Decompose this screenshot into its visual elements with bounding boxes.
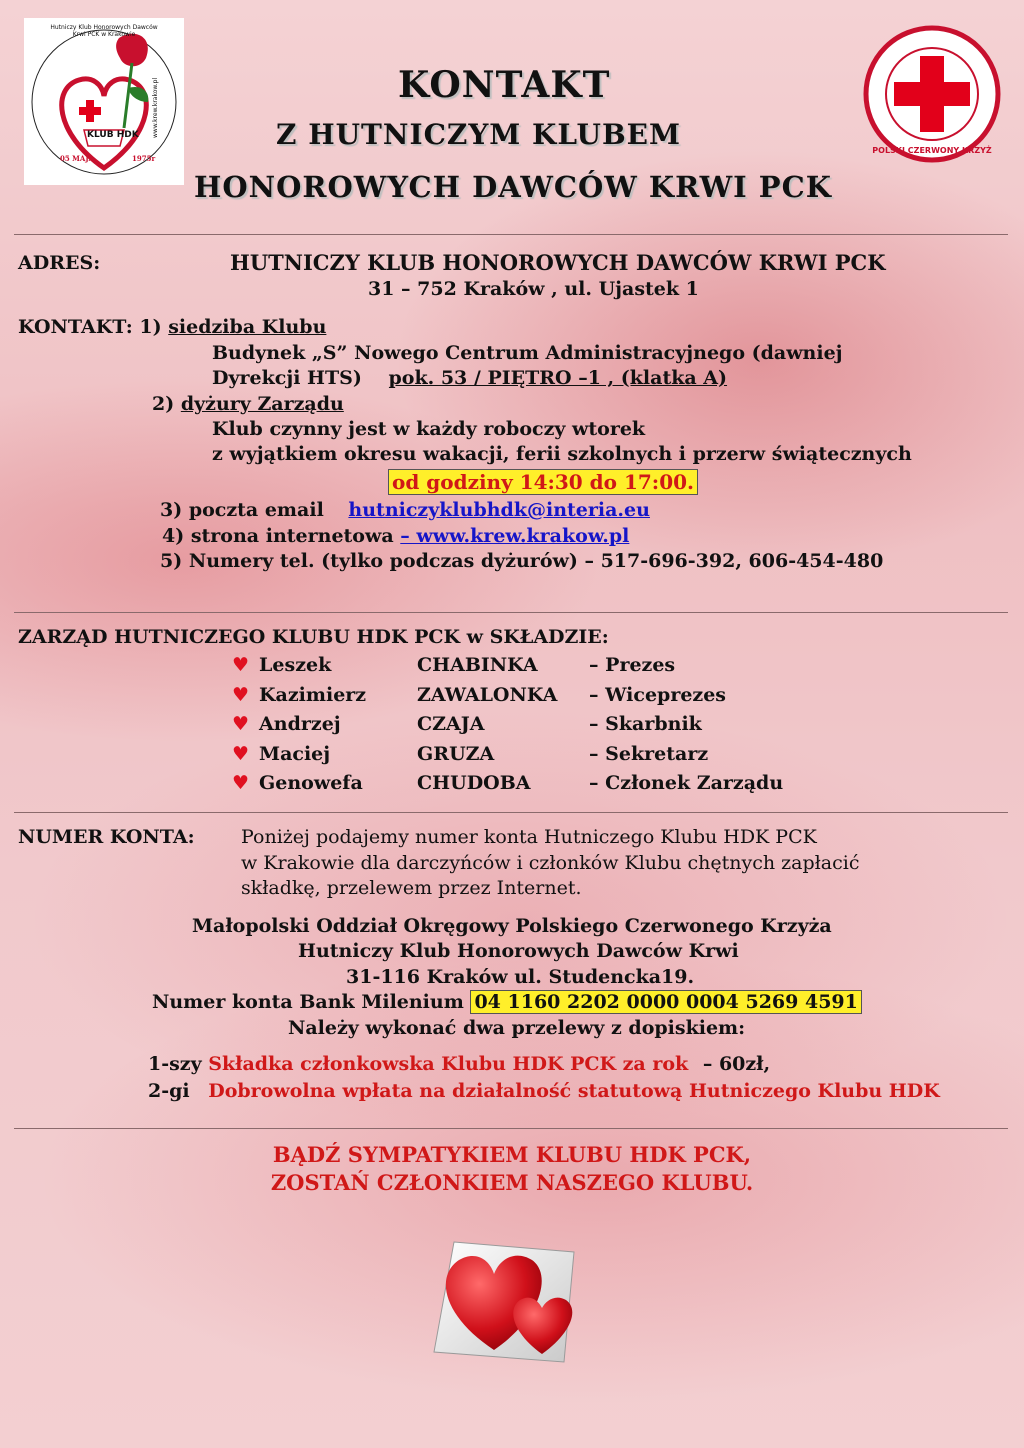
- member-first-name: Leszek: [259, 654, 332, 676]
- heart-bullet-icon: ♥: [232, 683, 250, 706]
- address-street: 31 – 752 Kraków , ul. Ujastek 1: [368, 278, 699, 300]
- contact-item2: [152, 393, 344, 415]
- transfer-1: [148, 1053, 770, 1075]
- board-member: [232, 713, 702, 735]
- email-link[interactable]: hutniczyklubhdk@interia.eu: [348, 499, 650, 521]
- bank-label: Numer konta Bank Milenium: [152, 991, 464, 1013]
- contact-label: [18, 316, 326, 338]
- transfer-instruction: Należy wykonać dwa przelewy z dopiskiem:: [288, 1017, 746, 1039]
- member-role: – Sekretarz: [589, 742, 709, 765]
- page-title: KONTAKT: [398, 64, 611, 106]
- contact-item2-num: 2): [152, 393, 175, 415]
- transfer-2-num: 2-gi: [148, 1080, 190, 1102]
- member-role: – Skarbnik: [589, 713, 702, 735]
- hearts-image: [424, 1222, 584, 1372]
- divider: [14, 812, 1008, 813]
- contact-item1-line2: [212, 367, 727, 389]
- address-label: ADRES:: [18, 252, 101, 274]
- bank-account-number: 04 1160 2202 0000 0004 5269 4591: [470, 990, 861, 1014]
- heart-bullet-icon: ♥: [232, 654, 250, 676]
- divider: [14, 612, 1008, 613]
- heart-bullet-icon: ♥: [232, 713, 250, 735]
- club-logo-url: www.krew.krakow.pl: [152, 77, 159, 138]
- footer-slogan-2: ZOSTAŃ CZŁONKIEM NASZEGO KLUBU.: [270, 1170, 754, 1195]
- board-member: [232, 772, 783, 794]
- contact-item2-line1: Klub czynny jest w każdy roboczy wtorek: [212, 418, 646, 440]
- heart-bullet-icon: ♥: [232, 742, 250, 765]
- contact-item2-line2: z wyjątkiem okresu wakacji, ferii szkolnych i przerw świątecznych: [212, 443, 912, 465]
- contact-website-row: [162, 525, 629, 547]
- heart-bullet-icon: ♥: [232, 772, 250, 794]
- board-member: [232, 684, 726, 706]
- contact-item2-title: dyżury Zarządu: [180, 393, 344, 415]
- transfer-1-num: 1-szy: [148, 1053, 202, 1075]
- board-heading: ZARZĄD HUTNICZEGO KLUBU HDK PCK w SKŁADZIE:: [18, 626, 609, 648]
- member-role: – Prezes: [589, 654, 676, 676]
- transfer-2-text: Dobrowolna wpłata na działalność statutową Hutniczego Klubu HDK: [208, 1080, 940, 1102]
- contact-item1-num: 1): [139, 316, 162, 338]
- account-desc-1: Poniżej podajemy numer konta Hutniczego Klubu HDK PCK: [241, 826, 817, 848]
- account-desc-2: w Krakowie dla darczyńców i członków Klubu chętnych zapłacić: [241, 852, 860, 874]
- club-logo-date-left: 05 MAJA: [60, 154, 95, 163]
- member-role: – Członek Zarządu: [589, 772, 784, 794]
- member-last-name: GRUZA: [417, 742, 495, 765]
- club-logo-date-right: 1975r: [132, 154, 156, 163]
- contact-item1-room: pok. 53 / PIĘTRO –1 , (klatka A): [388, 367, 728, 389]
- address-name: HUTNICZY KLUB HONOROWYCH DAWCÓW KRWI PCK: [230, 250, 886, 275]
- website-link[interactable]: – www.krew.krakow.pl: [400, 525, 630, 547]
- divider: [14, 234, 1008, 235]
- opening-hours-highlight: od godziny 14:30 do 17:00.: [388, 469, 698, 495]
- member-last-name: CZAJA: [417, 713, 485, 735]
- contact-phones: 5) Numery tel. (tylko podczas dyżurów) – 517-696-392, 606-454-480: [160, 550, 884, 572]
- club-logo-banner: KLUB HDK: [87, 130, 139, 140]
- account-label: NUMER KONTA:: [18, 826, 195, 848]
- board-member: [232, 654, 675, 676]
- member-role: – Wiceprezes: [589, 683, 726, 706]
- contact-item1-title: siedziba Klubu: [168, 316, 327, 338]
- member-last-name: CHABINKA: [417, 654, 538, 676]
- contact-item1-line1: Budynek „S” Nowego Centrum Administracyjnego (dawniej: [212, 342, 843, 364]
- contact-email-row: [160, 499, 650, 521]
- contact-email-label: 3) poczta email: [160, 499, 324, 521]
- footer-slogan-1: BĄDŹ SYMPATYKIEM KLUBU HDK PCK,: [272, 1142, 752, 1167]
- contact-website-label: 4) strona internetowa: [162, 525, 394, 547]
- bank-account-row: [152, 991, 862, 1013]
- transfer-1-text: Składka członkowska Klubu HDK PCK za rok: [208, 1053, 689, 1075]
- board-member: [232, 743, 708, 765]
- member-first-name: Kazimierz: [259, 683, 367, 706]
- member-first-name: Andrzej: [259, 713, 341, 735]
- red-cross-logo: [862, 24, 1002, 164]
- transfer-1-amount: – 60zł,: [702, 1053, 771, 1075]
- divider: [14, 1128, 1008, 1129]
- page-subtitle-2: HONOROWYCH DAWCÓW KRWI PCK: [194, 170, 832, 204]
- club-logo: [24, 18, 184, 185]
- transfer-2: [148, 1080, 940, 1102]
- contact-label-text: KONTAKT:: [18, 316, 133, 338]
- member-last-name: CHUDOBA: [417, 772, 531, 794]
- member-first-name: Genowefa: [259, 772, 363, 794]
- club-logo-ring-text: Hutniczy Klub Honorowych Dawców Krwi PCK w Krakowie: [50, 24, 158, 38]
- contact-item1-line2a: Dyrekcji HTS): [212, 367, 362, 389]
- member-last-name: ZAWALONKA: [417, 683, 558, 706]
- account-org-2: Hutniczy Klub Honorowych Dawców Krwi: [298, 940, 739, 962]
- account-org-1: Małopolski Oddział Okręgowy Polskiego Czerwonego Krzyża: [192, 915, 832, 937]
- account-desc-3: składkę, przelewem przez Internet.: [241, 877, 582, 899]
- member-first-name: Maciej: [259, 742, 331, 765]
- account-org-3: 31-116 Kraków ul. Studencka19.: [346, 966, 695, 988]
- red-cross-ring-text: POLSKI CZERWONY KRZYŻ: [872, 146, 992, 155]
- page-subtitle-1: Z HUTNICZYM KLUBEM: [276, 118, 681, 151]
- opening-hours: [388, 470, 698, 494]
